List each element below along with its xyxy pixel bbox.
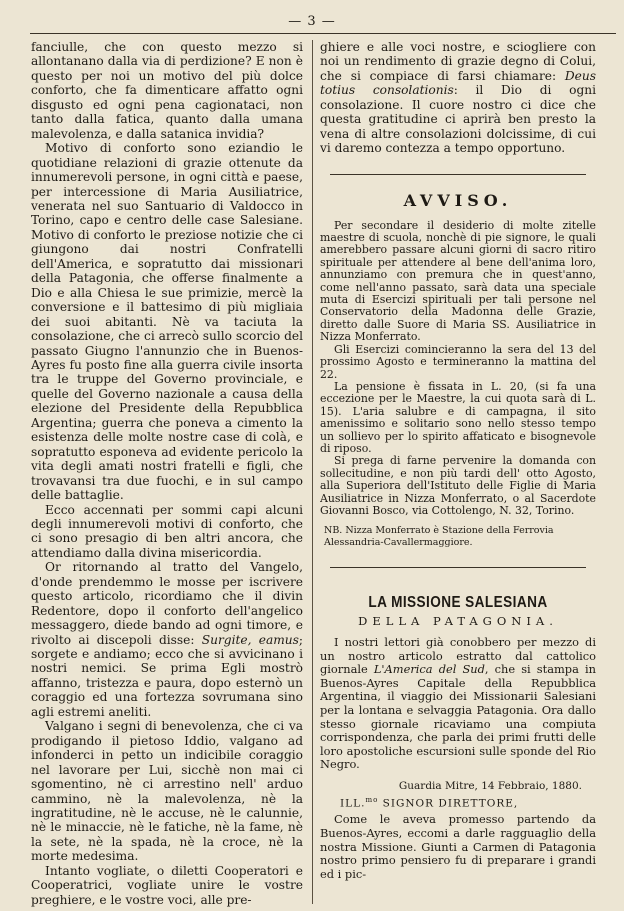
avviso-note: NB. Nizza Monferrato è Stazione della Ferrovia Alessandria-Cavallermaggiore. [324, 525, 554, 549]
paragraph: Intanto vogliate, o diletti Cooperatori e Cooperatrici, vogliate unire le vostre preghiere, e le vostre voci, alle pre- [31, 863, 303, 907]
paragraph-text: : il Dio di ogni consolazione. Il cuore nostro ci dice che questa gratitudine ci aprirà ben presto la vena di altre consolazioni dolcissime, di cui vi daremo contezza a tempo opportuno. [320, 83, 596, 156]
paragraph: Valgano i segni di benevolenza, che ci va prodigando il pietoso Iddio, valgano ad infonderci in petto un indicibile coraggio nel lavorare per Lui, sicchè non mai ci sgomentino, nè ci arrestino nell' arduo cammino, nè la malevolenza, nè la ingratitudine, nè le accuse, nè le calunnie, nè le minaccie, nè le fatiche, nè la fame, nè la sete, nè la spada, nè la croce, nè la morte medesima. [31, 719, 303, 864]
latin-quote: Deus totius consolationis [320, 68, 596, 98]
avviso-title: AVVISO. [403, 190, 513, 210]
salutation-prefix: ILL. [340, 797, 366, 810]
paragraph: Motivo di conforto sono eziandio le quotidiane relazioni di grazie ottenute da innumerevoli persone, in ogni città e paese, per intercessione di Maria Ausiliatrice, venerata nel suo Santuario di Valdocco in Torino, capo e centro delle case Salesiane. Motivo di conforto le preziose notizie che ci giungono dai nostri Confratelli dell'America, e sopratutto dai missionari della Patagonia, che offerse finalmente a Dio e alla Chiesa le sue primizie, mercè la conversione e il battesimo di più migliaia dei suoi abitanti. Nè va taciuta la consolazione, che ci arrecò sullo scorcio del passato Giugno l'annunzio che in Buenos-Ayres fu posto fine alla guerra civile insorta tra le truppe del Governo provinciale, e quelle del Governo nazionale a causa della elezione del Presidente della Repubblica Argentina; guerra che poneva a cimento la esistenza delle molte nostre case di colà, e sopratutto esponeva ad evidente pericolo la vita degli amati nostri fratelli e figli, che trovavansi tra due fuochi, e in sul campo delle battaglie. [31, 141, 303, 503]
avviso-paragraph: Gli Esercizi comincieranno la sera del 13 del prossimo Agosto e termineranno la mattina del 22. [320, 342, 596, 381]
avviso-paragraph: Si prega di farne pervenire la domanda con sollecitudine, e non più tardi dell' otto Agosto, alla Superiora dell'Istituto delle Figlie di Maria Ausiliatrice in Nizza Monferrato, o al Sacerdote Giovanni Bosco, via Cottolengo, N. 32, Torino. [320, 454, 596, 517]
letter-paragraph: Come le aveva promesso partendo da Buenos-Ayres, eccomi a darle ragguaglio della nostra Missione. Giunti a Carmen di Patagonia nostro primo pensiero fu di preparare i grandi ed i pic- [320, 812, 596, 881]
header-rule [30, 33, 616, 34]
paragraph-text: , che si stampa in Buenos-Ayres Capitale della Repubblica Argentina, il viaggio dei Missionarii Salesiani per la lontana e selvaggia Patagonia. Ora dallo stesso giornale ricaviamo una compiuta corrispondenza, che parla dei primi frutti delle loro apostoliche escursioni sulle sponde del Rio Negro. [320, 662, 596, 772]
paragraph-gospel [31, 560, 303, 719]
salutation-superscript: mo [365, 795, 379, 804]
column-divider [312, 40, 313, 904]
paragraph-continuation [320, 40, 596, 156]
paragraph-text: ghiere e alle voci nostre, e sciogliere con noi un rendimento di grazie degno di Colui, che si compiace di farsi chiamare: [320, 40, 596, 83]
section-rule [330, 174, 586, 175]
mission-subtitle: DELLA PATAGONIA. [358, 613, 558, 628]
mission-intro [320, 636, 596, 772]
avviso-paragraph: La pensione è fissata in L. 20, (si fa una eccezione per le Maestre, la cui quota sarà di L. 15). L'aria salubre e di campagna, il sito amenissimo e solitario sono nello stesso tempo un sollievo per lo spirito affaticato e bisognevole di riposo. [320, 379, 596, 455]
journal-name: L'America del Sud [373, 662, 485, 677]
letter-dateline: Guardia Mitre, 14 Febbraio, 1880. [398, 779, 582, 792]
paragraph: fanciulle, che con questo mezzo si allontanano dalla via di perdizione? E non è questo per noi un motivo del più dolce conforto, che fa dimenticare affatto ogni disgusto ed ogni pena cagionataci, non tanto dalla fatica, quanto dalla umana malevolenza, e dalla satanica invidia? [31, 40, 303, 141]
left-column [31, 40, 303, 908]
paragraph-text: I nostri lettori già conobbero per mezzo di un nostro articolo estratto dal cattolico giornale [320, 634, 596, 677]
letter-salutation [340, 796, 596, 810]
latin-quote: Surgite, eamus [201, 632, 299, 647]
mission-title: LA MISSIONE SALESIANA [368, 593, 548, 611]
paragraph-text: ; sorgete e andiamo; ecco che si avvicinano i nostri nemici. Se prima Egli mostrò affanno, tristezza e paura, dopo esternò un coraggio ed una fortezza sovrumana sino agli estremi aneliti. [31, 632, 303, 719]
page-number: — 3 — [288, 14, 336, 29]
salutation-rest: SIGNOR DIRETTORE, [378, 797, 519, 810]
section-rule [330, 567, 586, 568]
right-column [320, 40, 596, 908]
paragraph-text: Or ritornando al tratto del Vangelo, d'onde prendemmo le mosse per iscrivere questo articolo, ricordiamo che il divin Redentore, dopo il conforto dell'angelico messaggero, diede bando ad ogni timore, e rivolto ai discepoli disse: [31, 560, 303, 647]
paragraph: Ecco accennati per sommi capi alcuni degli innumerevoli motivi di conforto, che ci sono presagio di ben altri ancora, che attendiamo dalla divina misericordia. [31, 502, 303, 560]
avviso-paragraph: Per secondare il desiderio di molte zitelle maestre di scuola, nonchè di pie signore, le quali amerebbero passare alcuni giorni di sacro ritiro spirituale per attendere al bene dell'anima loro, annunziamo con premura che in quest'anno, come nell'anno passato, sarà data una speciale muta di Esercizi spirituali per tali persone nel Conservatorio della Madonna delle Grazie, diretto dalle Suore di Maria SS. Ausiliatrice in Nizza Monferrato. [320, 218, 596, 344]
